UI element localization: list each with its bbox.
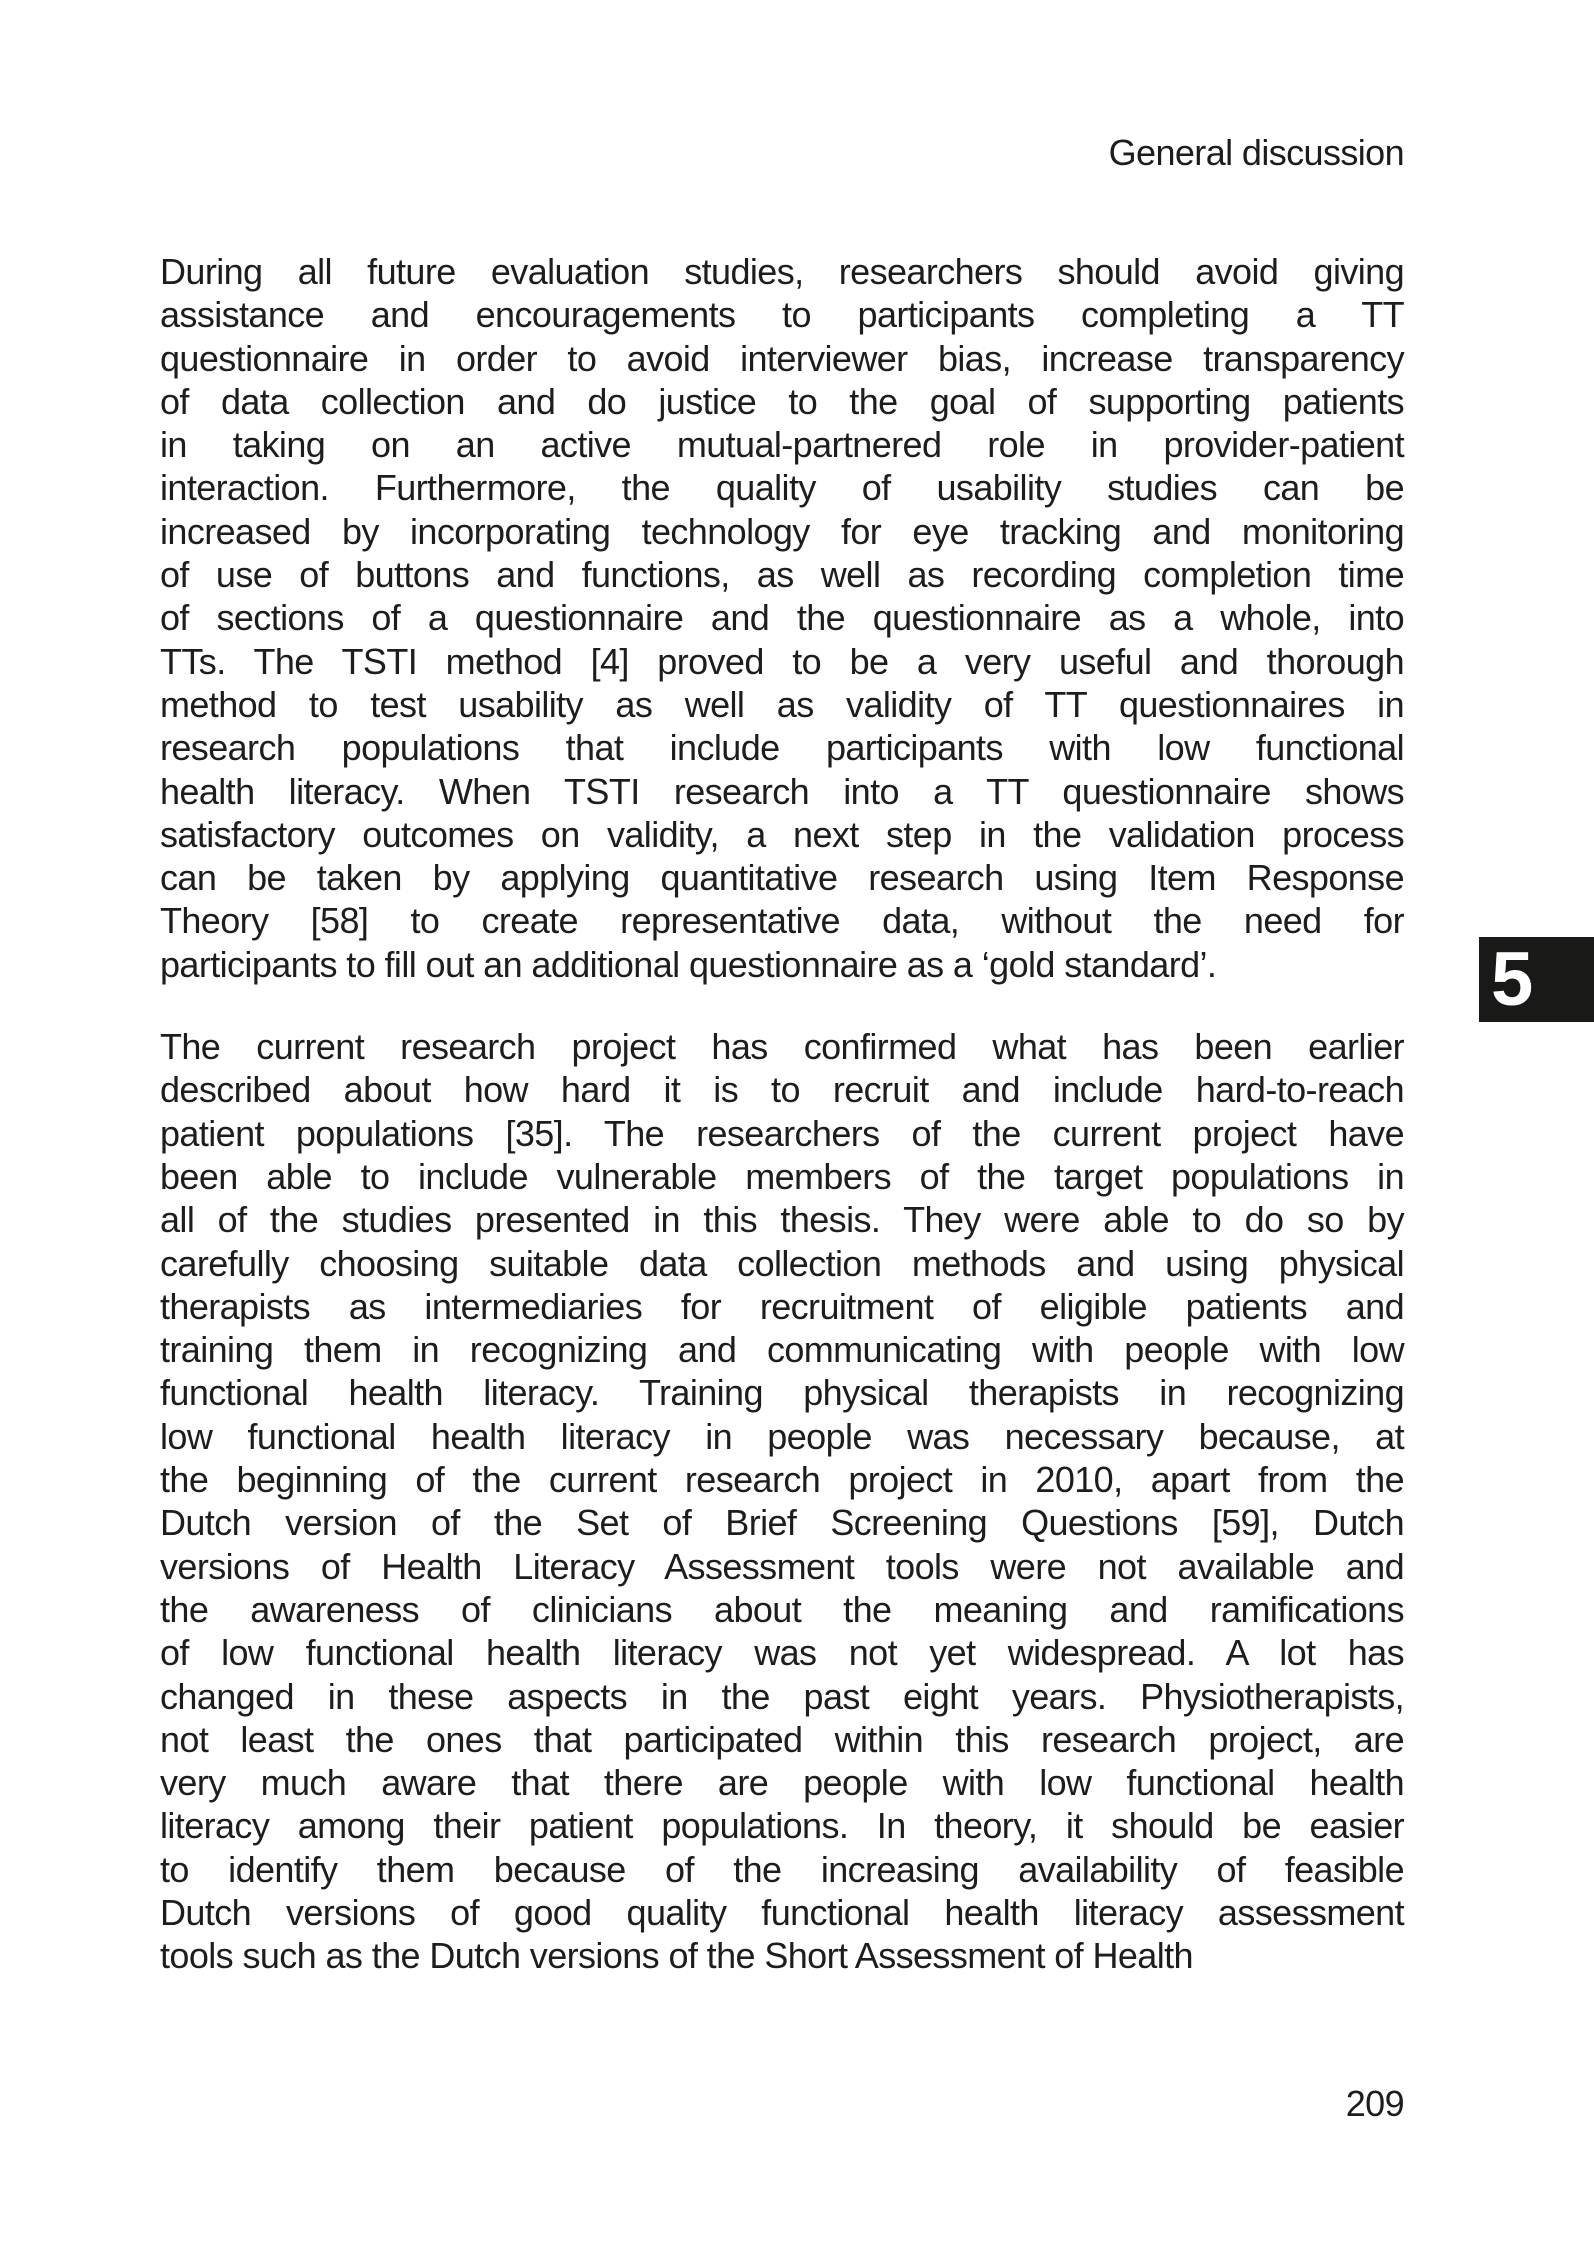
text-line: been able to include vulnerable members of the target populations in (160, 1155, 1404, 1197)
text-line: training them in recognizing and communicating with people with low (160, 1329, 1404, 1371)
text-line: assistance and encouragements to participants completing a TT (160, 294, 1404, 336)
text-line: not least the ones that participated within this research project, are (160, 1718, 1404, 1760)
text-line: low functional health literacy in people was necessary because, at (160, 1415, 1404, 1457)
text-line: in taking on an active mutual-partnered role in provider-patient (160, 424, 1404, 466)
text-line: patient populations [35]. The researchers of the current project have (160, 1112, 1404, 1154)
text-line: TTs. The TSTI method [4] proved to be a very useful and thorough (160, 640, 1404, 682)
page-number: 209 (1345, 2083, 1404, 2124)
text-line: of sections of a questionnaire and the questionnaire as a whole, into (160, 597, 1404, 639)
text-line: the awareness of clinicians about the meaning and ramifications (160, 1588, 1404, 1630)
text-line: very much aware that there are people with low functional health (160, 1762, 1404, 1804)
text-line: satisfactory outcomes on validity, a next step in the validation process (160, 813, 1404, 855)
text-line: described about how hard it is to recruit and include hard-to-reach (160, 1069, 1404, 1111)
text-line: During all future evaluation studies, researchers should avoid giving (160, 251, 1404, 292)
text-line: functional health literacy. Training physical therapists in recognizing (160, 1372, 1404, 1414)
text-line: interaction. Furthermore, the quality of usability studies can be (160, 467, 1404, 509)
text-line: carefully choosing suitable data collection methods and using physical (160, 1242, 1404, 1284)
text-line: participants to fill out an additional questionnaire as a ‘gold standard’. (160, 943, 1217, 985)
text-line: health literacy. When TSTI research into a TT questionnaire shows (160, 770, 1404, 812)
text-line: all of the studies presented in this thesis. They were able to do so by (160, 1199, 1404, 1241)
text-line: changed in these aspects in the past eight years. Physiotherapists, (160, 1675, 1404, 1717)
text-line: literacy among their patient populations. In theory, it should be easier (160, 1805, 1404, 1847)
text-line: versions of Health Literacy Assessment tools were not available and (160, 1545, 1404, 1587)
text-line: therapists as intermediaries for recruitment of eligible patients and (160, 1285, 1404, 1327)
text-line: the beginning of the current research project in 2010, apart from the (160, 1459, 1404, 1501)
chapter-tab (1479, 937, 1594, 1022)
text-line: The current research project has confirmed what has been earlier (160, 1026, 1404, 1068)
chapter-number: 5 (1491, 936, 1534, 1022)
text-line: of use of buttons and functions, as well as recording completion time (160, 554, 1404, 596)
paragraph (160, 250, 1404, 986)
text-line: Dutch versions of good quality functional health literacy assessment (160, 1891, 1404, 1933)
text-line: Dutch version of the Set of Brief Screening Questions [59], Dutch (160, 1502, 1404, 1544)
text-line: research populations that include participants with low functional (160, 727, 1404, 769)
text-line: tools such as the Dutch versions of the Short Assessment of Health (160, 1935, 1193, 1977)
text-line: questionnaire in order to avoid interviewer bias, increase transparency (160, 337, 1404, 379)
text-line: increased by incorporating technology for eye tracking and monitoring (160, 510, 1404, 552)
body-text (160, 250, 1404, 1978)
text-line: of data collection and do justice to the goal of supporting patients (160, 380, 1404, 422)
text-line: of low functional health literacy was not yet widespread. A lot has (160, 1632, 1404, 1674)
text-line: to identify them because of the increasing availability of feasible (160, 1848, 1404, 1890)
text-line: can be taken by applying quantitative research using Item Response (160, 857, 1404, 899)
paragraph (160, 1025, 1404, 1978)
text-line: Theory [58] to create representative data, without the need for (160, 900, 1404, 942)
running-head: General discussion (1108, 132, 1404, 173)
text-line: method to test usability as well as validity of TT questionnaires in (160, 683, 1404, 725)
